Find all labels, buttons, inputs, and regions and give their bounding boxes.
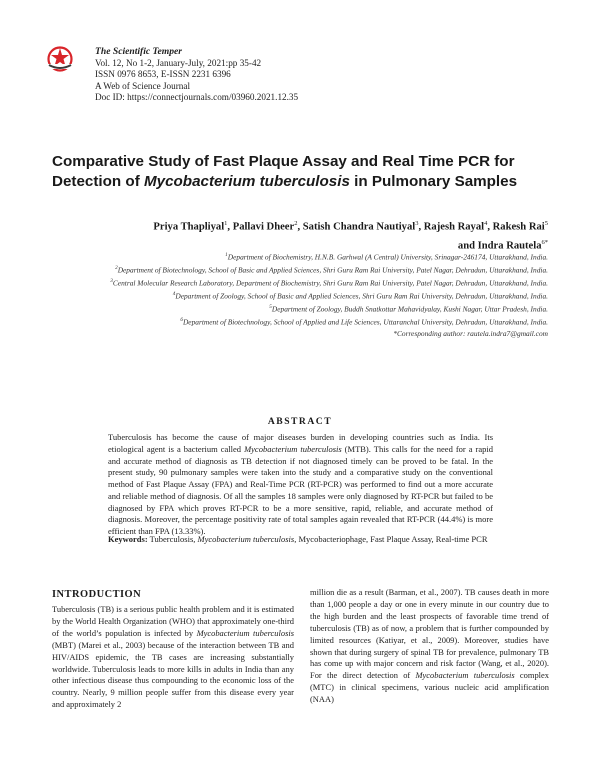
keywords xyxy=(108,534,493,546)
abstract-heading: ABSTRACT xyxy=(267,416,333,427)
affiliation-mark: 1 xyxy=(225,252,228,258)
author-separator: , xyxy=(297,221,303,233)
paper-title xyxy=(52,152,552,192)
author-name: Rakesh Rai xyxy=(492,221,545,233)
abstract-body xyxy=(108,432,493,538)
author-separator: , xyxy=(418,221,424,233)
author-affil-mark: 5 xyxy=(544,220,548,227)
body-text: Tuberculosis (TB) is a serious public health problem and it is estimated by the World Health Organization (WHO) that approximately one-third of the world’s population is infected by xyxy=(52,604,294,638)
corresponding-author xyxy=(43,328,548,340)
affiliation xyxy=(43,250,548,263)
journal-info xyxy=(95,46,298,104)
affiliations xyxy=(43,250,548,340)
title-italic: Mycobacterium tuberculosis xyxy=(143,173,350,190)
affiliation-text: Central Molecular Research Laboratory, Department of Biochemistry, Shri Guru Ram Rai University, Patel Nagar, Dehradun, Uttarakhand, India. xyxy=(112,278,548,288)
title-part: in Pulmonary Samples xyxy=(349,173,518,190)
author-list xyxy=(68,216,548,253)
introduction-left-text xyxy=(52,604,294,711)
abstract-italic: Mycobacterium tuberculosis xyxy=(244,443,342,454)
affiliation-text: Department of Biochemistry, H.N.B. Garhwal (A Central) University, Srinagar-246174, Uttarakhand, India. xyxy=(227,252,548,262)
body-text: complex (MTC) in clinical specimens, various nucleic acid amplification (NAA) xyxy=(310,670,549,705)
author-separator: , xyxy=(487,221,493,233)
title-part: Comparative Study of Fast Plaque Assay and Real Time PCR for Detection of xyxy=(52,153,515,190)
affiliation-text: Department of Biotechnology, School of Basic and Applied Sciences, Shri Guru Ram Rai University, Patel Nagar, Dehradun, Uttarakhand, India. xyxy=(117,265,548,275)
abstract-text: (MTB). This calls for the need for a rapid and accurate method of diagnosis as TB detection if not diagnosed timely can be proved to be fatal. In the present study, 90 pulmonary samples were taken into the study and a comparative study on the conventional method of Fast Plaque Assay (FPA) and Real-Time PCR (RT-PCR) was performed to find out a more accurate and reliable method of diagnosis. Of all the samples 18 samples were only diagnosed by RT-PCR but failed to be diagnosed by FPA which proves RT-PCR to be a more sensitive, rapid, reliable, and accurate method of diagnosis. Moreover, the percentage positivity rate of total samples again revealed that RT-PCR (44.4%) is more efficient than FPA (13.33%). xyxy=(108,443,493,536)
right-column xyxy=(310,587,549,706)
affiliation xyxy=(43,263,548,276)
affiliation xyxy=(43,276,548,289)
keywords-italic: Mycobacterium tuberculosis xyxy=(197,534,295,544)
author-affil-mark: 2 xyxy=(294,220,298,227)
affiliation-mark: 6 xyxy=(180,317,183,324)
affiliation xyxy=(43,289,548,302)
affiliation-mark: 2 xyxy=(115,265,118,272)
affiliation xyxy=(43,302,548,315)
body-italic: Mycobacterium tuberculosis xyxy=(415,670,515,681)
author-name: Pallavi Dheer xyxy=(232,221,295,233)
left-column xyxy=(52,588,294,711)
introduction-right-text xyxy=(310,587,549,706)
affiliation-mark: 4 xyxy=(172,291,176,298)
affiliation-text: Department of Zoology, School of Basic and Applied Sciences, Shri Guru Ram Rai University, Dehradun, Uttarakhand, India. xyxy=(175,291,548,301)
corresponding-author-text: *Corresponding author: rautela.indra7@gmail.com xyxy=(393,329,548,339)
author-affil-mark: 4 xyxy=(484,220,488,227)
journal-logo-icon xyxy=(46,44,74,72)
journal-name: The Scientific Temper xyxy=(95,46,183,57)
introduction-heading: INTRODUCTION xyxy=(52,589,142,600)
affiliation xyxy=(43,315,548,328)
abstract-text: Tuberculosis has become the cause of major diseases burden in developing countries such as India. Its etiological agent is a bacterium called xyxy=(108,432,493,454)
affiliation-text: Department of Zoology, Buddh Snatkottar Mahavidyalay, Kushi Nagar, Uttar Pradesh, India. xyxy=(271,304,548,314)
author-name: Priya Thapliyal xyxy=(153,221,225,233)
affiliation-mark: 5 xyxy=(269,304,272,311)
journal-descriptor: A Web of Science Journal xyxy=(95,80,191,91)
author-affil-mark: 6* xyxy=(541,238,548,246)
body-text: million die as a result (Barman, et al., 2007). TB causes death in more than 1,000 people a day or one in every minute in our country due to the high burden and the least prospects of favorable time trend of tuberculosis (TB) as of now, a problem that is further compounded by limited resources (Katiyar, et al., 2009). Moreover, studies have shown that during surgery of spinal TB for prevalence, pulmonary TB has come up with major concern and risk factor (Wang, et al., 2020). For the direct detection of xyxy=(310,587,549,681)
body-italic: Mycobacterium tuberculosis xyxy=(196,627,294,638)
keywords-label: Keywords: xyxy=(108,534,148,544)
keywords-text: Tuberculosis, xyxy=(147,534,198,544)
affiliation-text: Department of Biotechnology, School of Applied and Life Sciences, Uttaranchal University, Dehradun, Uttarakhand, India. xyxy=(182,317,548,327)
affiliation-mark: 3 xyxy=(110,278,113,285)
author-affil-mark: 3 xyxy=(415,220,419,227)
body-text: (MBT) (Marei et al., 2003) because of the interaction between TB and HIV/AIDS epidemic, the TB cases are increasing substantially worldwide. Tuberculosis leads to more kills in adults in India than any other infectious disease thus compounding to the economic loss of the country. Nearly, 9 million people suffer from this disease every year and approximately 2 xyxy=(52,639,294,710)
keywords-text: , Mycobacteriophage, Fast Plaque Assay, Real-time PCR xyxy=(294,534,488,544)
author-name: and Indra Rautela xyxy=(457,240,542,252)
journal-issn: ISSN 0976 8653, E-ISSN 2231 6396 xyxy=(95,69,231,80)
author-separator: , xyxy=(227,221,233,233)
author-name: Rajesh Rayal xyxy=(423,221,485,233)
author-affil-mark: 1 xyxy=(224,220,228,227)
author-name: Satish Chandra Nautiyal xyxy=(302,221,416,233)
journal-doi: Doc ID: https://connectjournals.com/03960.2021.12.35 xyxy=(95,92,299,103)
journal-volume: Vol. 12, No 1-2, January-July, 2021:pp 35-42 xyxy=(95,57,262,68)
